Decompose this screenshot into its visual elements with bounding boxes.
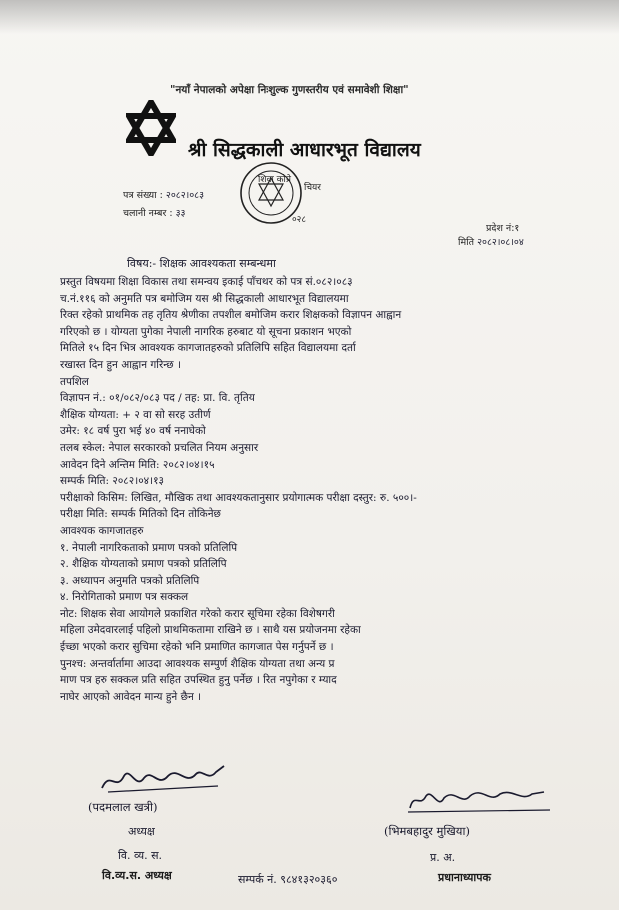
chairman-name: (पदमलाल खत्री)	[88, 800, 158, 814]
body-line: शैक्षिक योग्यता: + २ वा सो सरह उतीर्ण	[60, 408, 211, 421]
body-line: रिक्त रहेको प्राथमिक तह तृतिय श्रेणीका तपशील बमोजिम करार शिक्षकको विज्ञापन आह्वान	[60, 309, 402, 322]
body-line: १. नेपाली नागरिकताको प्रमाण पत्रको प्रतिलिपि	[60, 541, 238, 554]
body-line: आवेदन दिने अन्तिम मिति: २०८२।०४।१५	[60, 458, 215, 471]
letter-body	[60, 274, 605, 705]
signature-chairman	[98, 762, 238, 796]
committee-abbr: वि. व्य. स.	[118, 849, 163, 862]
body-line: २. शैक्षिक योग्यताको प्रमाण पत्रको प्रतिलिपि	[60, 558, 227, 571]
body-line: मितिले १५ दिन भित्र आवश्यक कागजातहरुको प्रतिलिपि सहित विद्यालयमा दर्ता	[60, 342, 356, 355]
stamp-text: शिवा कोप्रे	[258, 175, 292, 185]
date-label: मिति	[458, 237, 475, 248]
star-of-david-icon	[126, 100, 176, 156]
body-line: पुनश्च: अन्तर्वार्तामा आउदा आवश्यक सम्पुर्ण शैक्षिक योग्यता तथा अन्य प्र	[60, 657, 335, 670]
body-line: ईच्छा भएको करार सुचिमा रहेको भनि प्रमाणित कागजात पेस गर्नुपर्ने छ ।	[60, 641, 334, 654]
body-line: सम्पर्क मिति: २०८२।०४।१३	[60, 475, 165, 488]
body-line: च.नं.११६ को अनुमति पत्र बमोजिम यस श्री सिद्धकाली आधारभूत विद्यालयमा	[60, 292, 349, 305]
dispatch-value: ३३	[175, 208, 186, 219]
headteacher-role: प्र. अ.	[430, 851, 456, 864]
body-line: माण पत्र हरु सक्कल प्रति सहित उपस्थित हुनु पर्नेछ । रित नपुगेका र म्याद	[60, 674, 337, 687]
school-name: श्री सिद्धकाली आधारभूत विद्यालय	[188, 139, 421, 161]
body-line: महिला उमेदवारलाई पहिलो प्राथमिकतामा राखिने छ । साथै यस प्रयोजनमा रहेका	[60, 624, 361, 637]
chairman-role: अध्यक्ष	[128, 825, 155, 838]
body-line: परीक्षा मिति: सम्पर्क मितिको दिन तोकिनेछ	[60, 508, 221, 521]
body-line: प्रस्तुत विषयमा शिक्षा विकास तथा समन्वय इकाई पाँचथर को पत्र सं.०८२।०८३	[60, 276, 353, 288]
chairman-stamp: वि.व्य.स. अध्यक्ष	[102, 869, 172, 882]
reference-value: २०८२।०८३	[165, 190, 205, 201]
body-line: रखास्त दिन हुन आह्वान गरिन्छ ।	[60, 358, 181, 371]
stamp-text: चियर	[304, 183, 321, 193]
body-line: नाघेर आएको आवेदन मान्य हुने छैन ।	[60, 690, 202, 703]
dispatch-label: चलानी नम्बर :	[123, 208, 173, 219]
body-line: उमेर: १८ वर्ष पुरा भई ४० वर्ष ननाघेको	[60, 425, 206, 438]
contact-number: सम्पर्क नं. ९८४१३२०३६०	[238, 873, 338, 886]
subject-line: विषय:- शिक्षक आवश्यकता सम्बन्धमा	[127, 257, 276, 270]
stamp-text: ०२८	[292, 215, 307, 225]
reference-number	[123, 188, 204, 201]
province: प्रदेश नं:१	[486, 223, 520, 234]
body-line: ३. अध्यापन अनुमति पत्रको प्रतिलिपि	[60, 574, 200, 587]
headteacher-name: (भिमबहादुर मुखिया)	[384, 824, 470, 838]
letter-date	[458, 235, 524, 248]
date-value: २०८२।०८।०४	[477, 237, 524, 248]
body-line: परीक्षाको किसिम: लिखित, मौखिक तथा आवश्यकतानुसार प्रयोगात्मक परीक्षा दस्तुर: रु. ५००।-	[60, 491, 417, 504]
body-line: गरिएको छ । योग्यता पुगेका नेपाली नागरिक हरुबाट यो सूचना प्रकाशन भएको	[60, 325, 352, 338]
headteacher-stamp: प्रधानाध्यापक	[438, 871, 491, 884]
reference-label: पत्र संख्या :	[123, 190, 163, 201]
body-line: तलब स्केल: नेपाल सरकारको प्रचलित नियम अनुसार	[60, 441, 259, 454]
signature-headteacher	[404, 786, 554, 816]
body-line: विज्ञापन नं.: ०१/०८२/०८३ पद / तह: प्रा. वि. तृतिय	[60, 392, 255, 405]
body-line: नोट: शिक्षक सेवा आयोगले प्रकाशित गरेको करार सूचिमा रहेका विशेषगरी	[60, 607, 335, 620]
motto: "नयाँ नेपालको अपेक्षा निःशुल्क गुणस्तरीय एवं समावेशी शिक्षा"	[170, 84, 409, 96]
scan-shadow	[0, 0, 619, 34]
body-line: ४. निरोगिताको प्रमाण पत्र सक्कल	[60, 591, 189, 604]
body-line: तपशिल	[60, 375, 89, 388]
dispatch-number	[123, 206, 186, 219]
body-line: आवश्यक कागजातहरु	[60, 524, 144, 537]
